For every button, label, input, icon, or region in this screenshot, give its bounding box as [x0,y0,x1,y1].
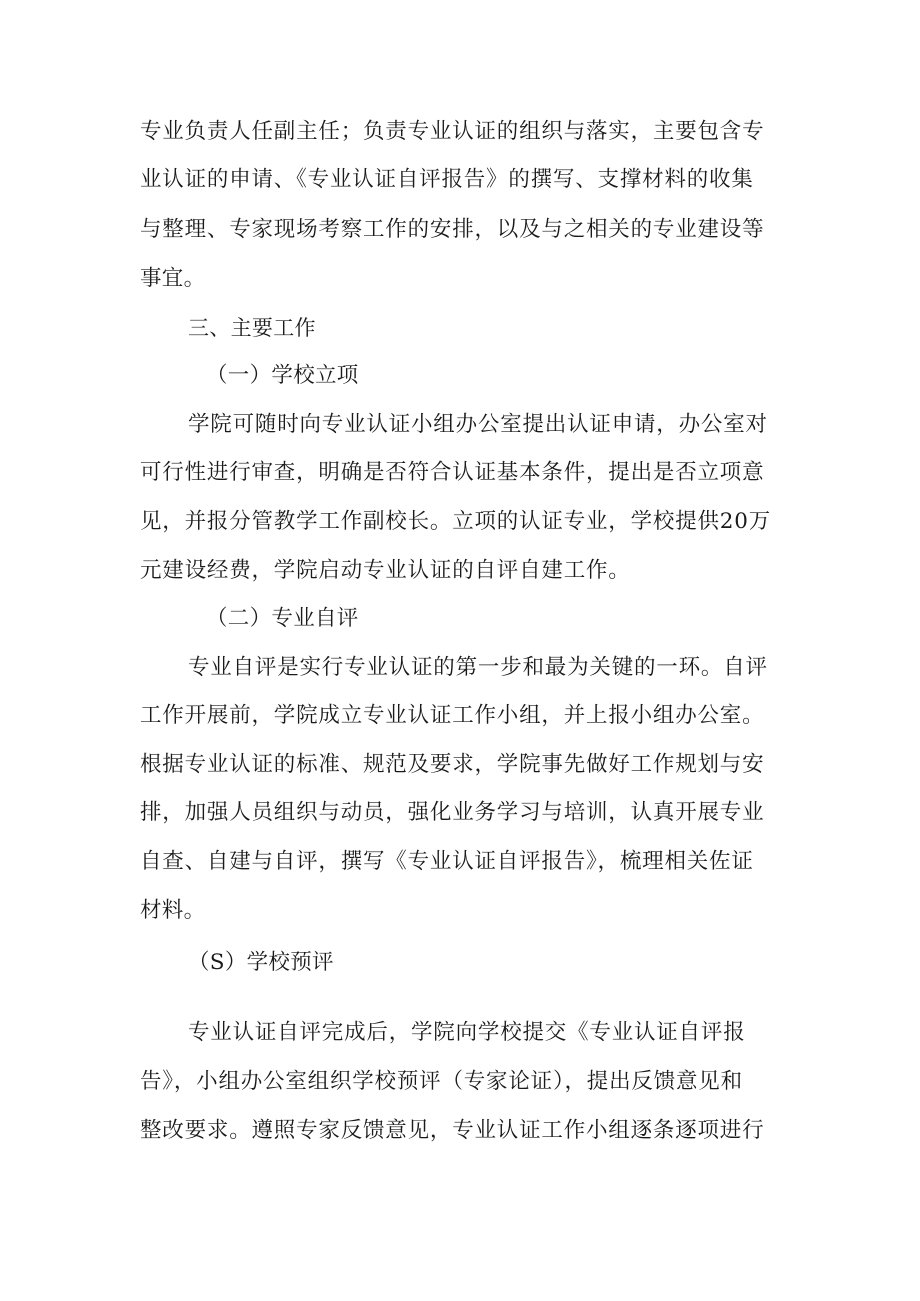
paragraph-line: 专业负责人任副主任；负责专业认证的组织与落实，主要包含专 [140,119,765,144]
paragraph-line: 见，并报分管教学工作副校长。立项的认证专业，学校提供20万 [140,509,772,534]
paragraph-line: 学院可随时向专业认证小组办公室提出认证申请，办公室对 [188,412,768,437]
paragraph-line: 整改要求。遵照专家反馈意见，专业认证工作小组逐条逐项进行 [140,1118,765,1143]
subsection-heading: （一）学校立项 [206,363,359,388]
paragraph-line: 事宜。 [140,266,206,291]
paragraph-line: 业认证的申请、《专业认证自评报告》的撰写、支撑材料的收集 [140,167,754,192]
paragraph-line: 排，加强人员组织与动员，强化业务学习与培训，认真开展专业 [140,800,765,825]
subsection-heading: （二）专业自评 [206,606,359,631]
paragraph-line: 专业自评是实行专业认证的第一步和最为关键的一环。自评 [188,655,768,680]
paragraph-line: 与整理、专家现场考察工作的安排，以及与之相关的专业建设等 [140,217,765,242]
paragraph-line: 材料。 [140,898,206,923]
paragraph-line: 工作开展前，学院成立专业认证工作小组，并上报小组办公室。 [140,703,765,728]
section-heading: 三、主要工作 [188,316,316,340]
subsection-heading: （S）学校预评 [188,950,334,975]
paragraph-line: 元建设经费，学院启动专业认证的自评自建工作。 [140,558,631,583]
paragraph-line: 专业认证自评完成后，学院向学校提交《专业认证自评报 [188,1020,746,1045]
paragraph-line: 根据专业认证的标准、规范及要求，学院事先做好工作规划与安 [140,752,765,777]
paragraph-line: 自查、自建与自评，撰写《专业认证自评报告》，梳理相关佐证 [140,849,754,874]
paragraph-line: 可行性进行审查，明确是否符合认证基本条件，提出是否立项意 [140,460,765,485]
paragraph-line: 告》，小组办公室组织学校预评（专家论证），提出反馈意见和 [140,1069,743,1094]
